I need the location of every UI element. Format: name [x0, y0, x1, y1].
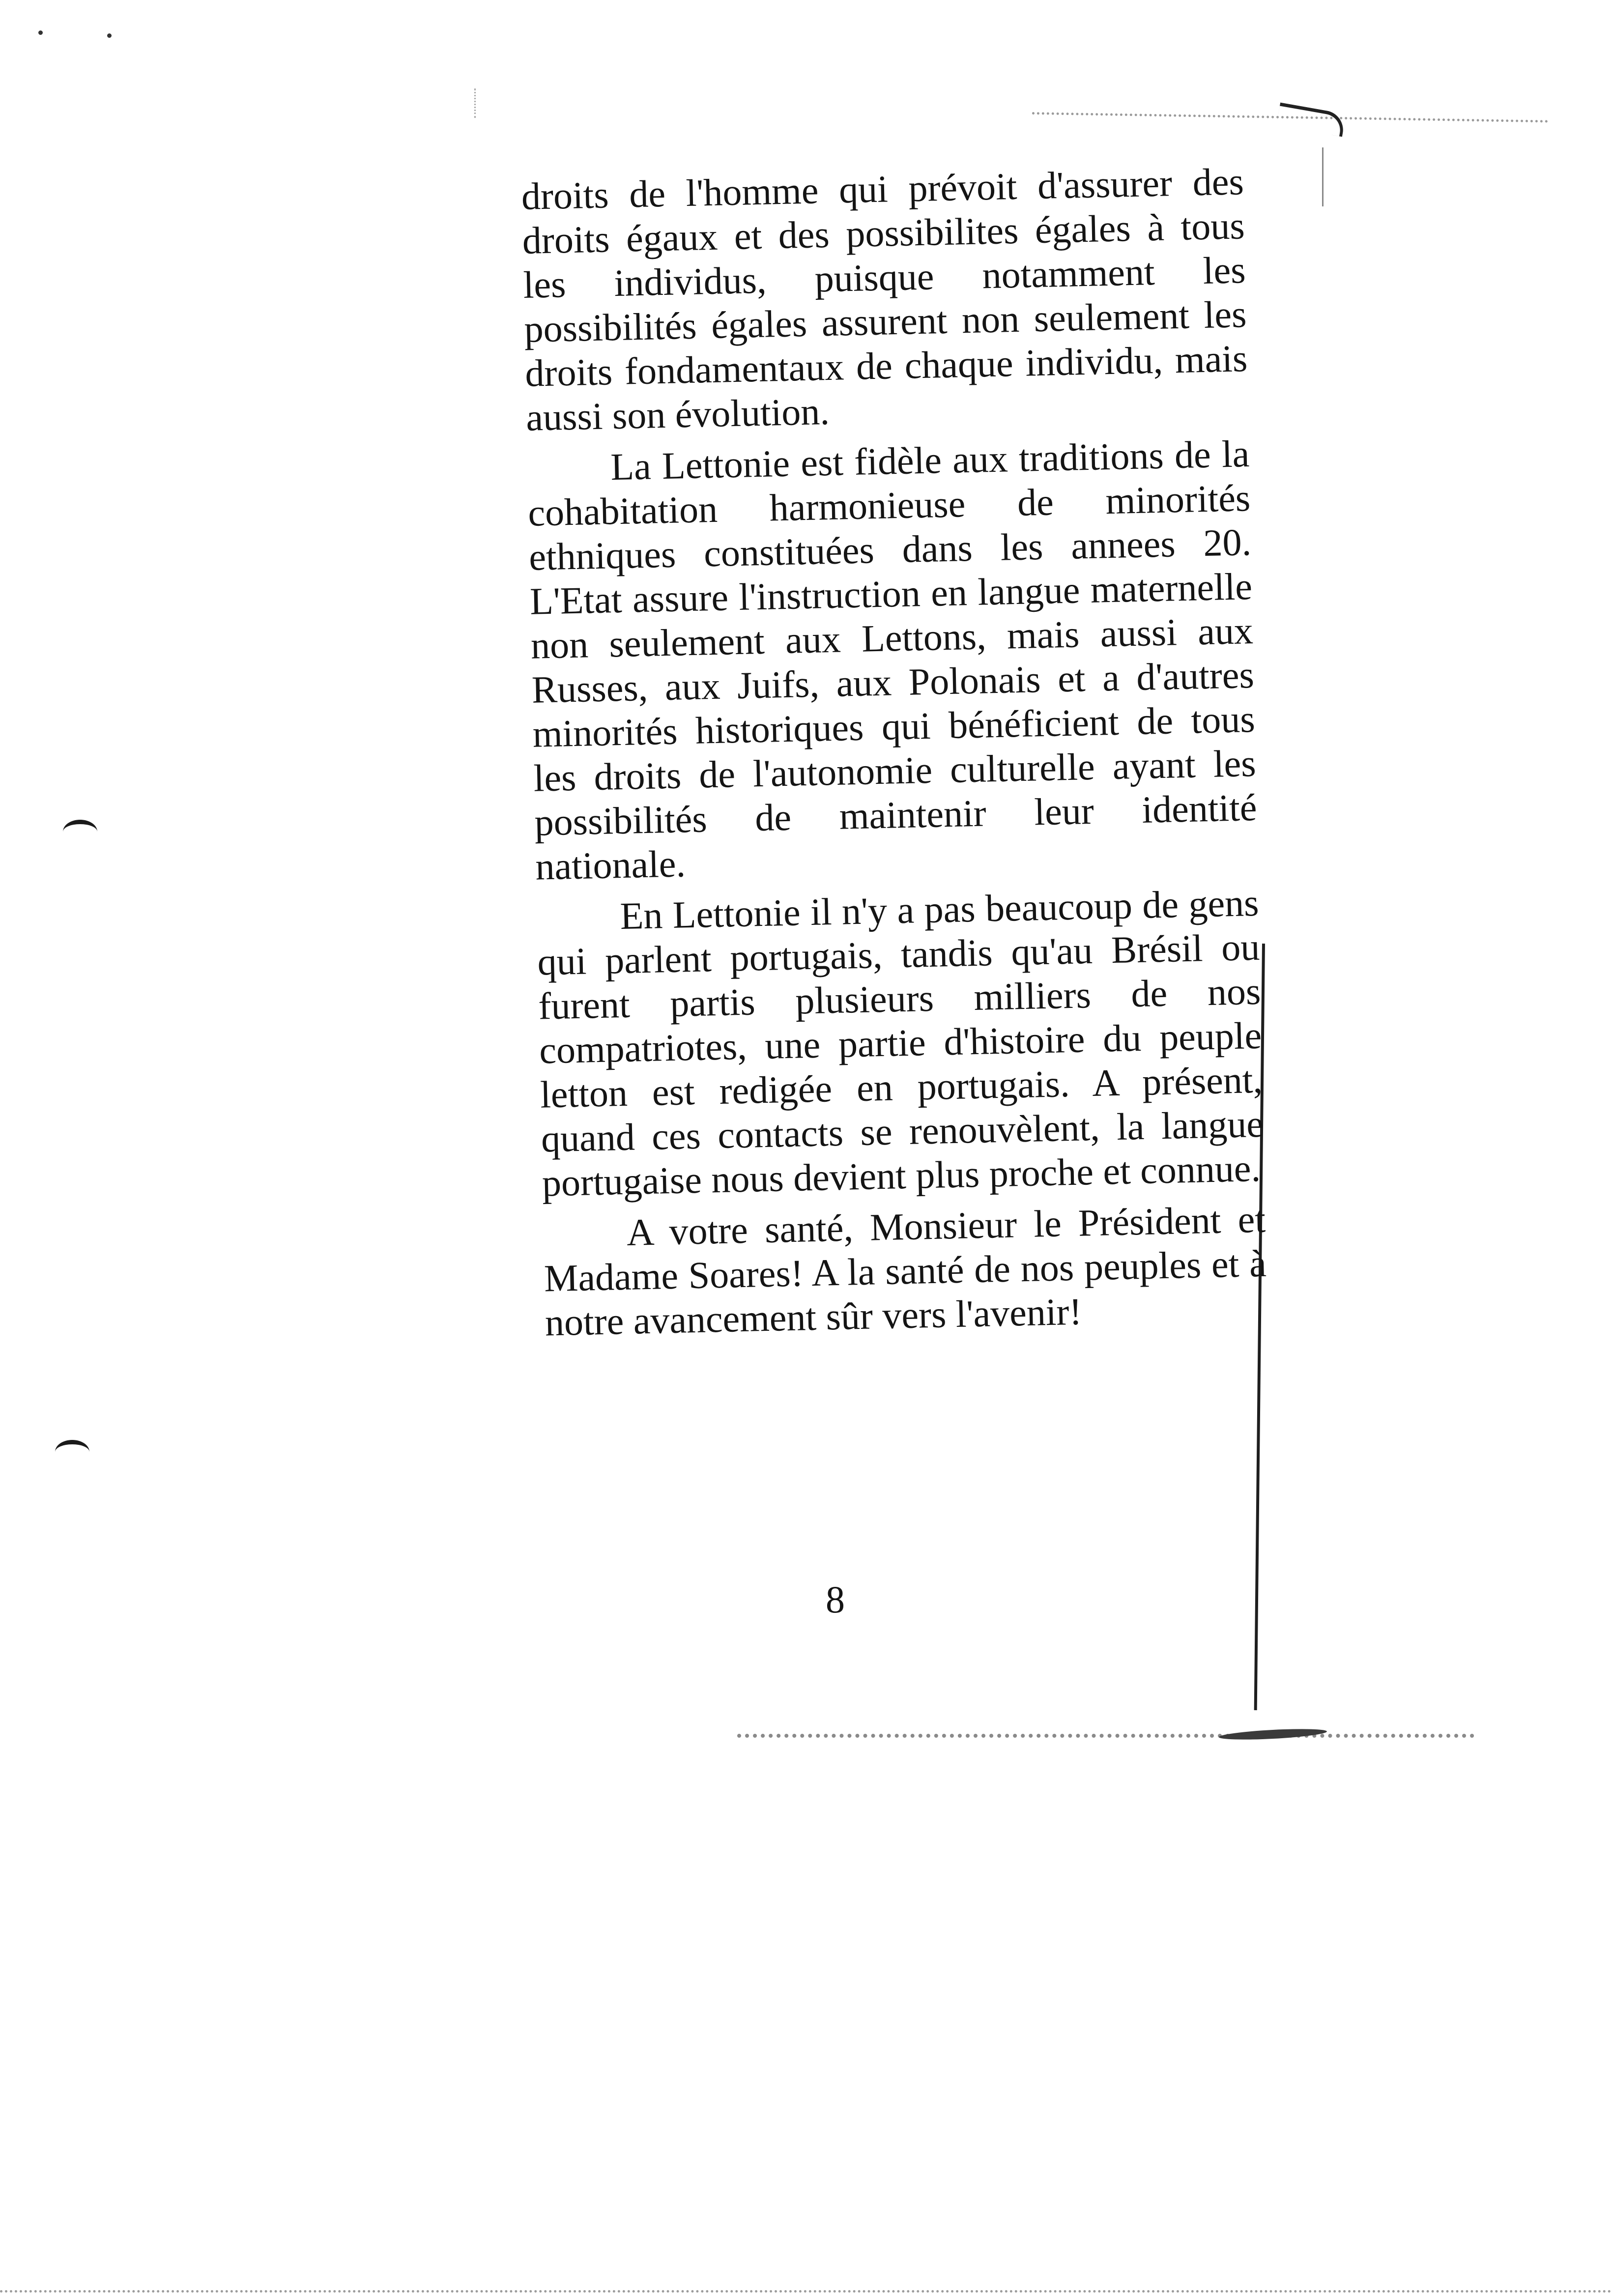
scan-speck: [38, 30, 43, 35]
scan-mark: [1322, 147, 1324, 206]
binder-hole-mark: [63, 820, 97, 844]
paragraph: A votre santé, Monsieur le Président et Madame Soares! A la santé de nos peuples et à notre avancement sûr vers l'avenir!: [544, 1197, 1267, 1344]
page-number: 8: [826, 1578, 845, 1621]
scan-mark: [1276, 103, 1346, 137]
scan-mark: [0, 2290, 1612, 2293]
scan-speck: [107, 33, 112, 38]
scan-mark: [737, 1734, 1474, 1738]
paragraph: droits de l'homme qui prévoit d'assurer des droits égaux et des possibilites égales à tous les individus, puisque notamment les possibilités égales assurent non seulement les droits fondamentaux de chaque individu, mais aussi son évolution.: [521, 160, 1248, 439]
scan-mark: [474, 88, 476, 118]
body-text: [521, 159, 1268, 1351]
paragraph: La Lettonie est fidèle aux traditions de la cohabitation harmonieuse de minorités ethniques constituées dans les annees 20. L'Etat assure l'instruction en langue maternelle non seulement aux Lettons, mais aussi aux Russes, aux Juifs, aux Polonais et a d'autres minorités historiques qui bénéficient de tous les droits de l'autonomie culturelle ayant les possibilités de maintenir leur identité nationale.: [527, 432, 1258, 888]
paragraph: En Lettonie il n'y a pas beaucoup de gens qui parlent portugais, tandis qu'au Brésil ou furent partis plusieurs milliers de nos compatriotes, une partie d'histoire du peuple letton est redigée en portugais. A présent, quand ces contacts se renouvèlent, la langue portugaise nous devient plus proche et connue.: [537, 881, 1264, 1205]
scan-mark: [1219, 1727, 1327, 1741]
binder-hole-mark: [55, 1440, 89, 1464]
